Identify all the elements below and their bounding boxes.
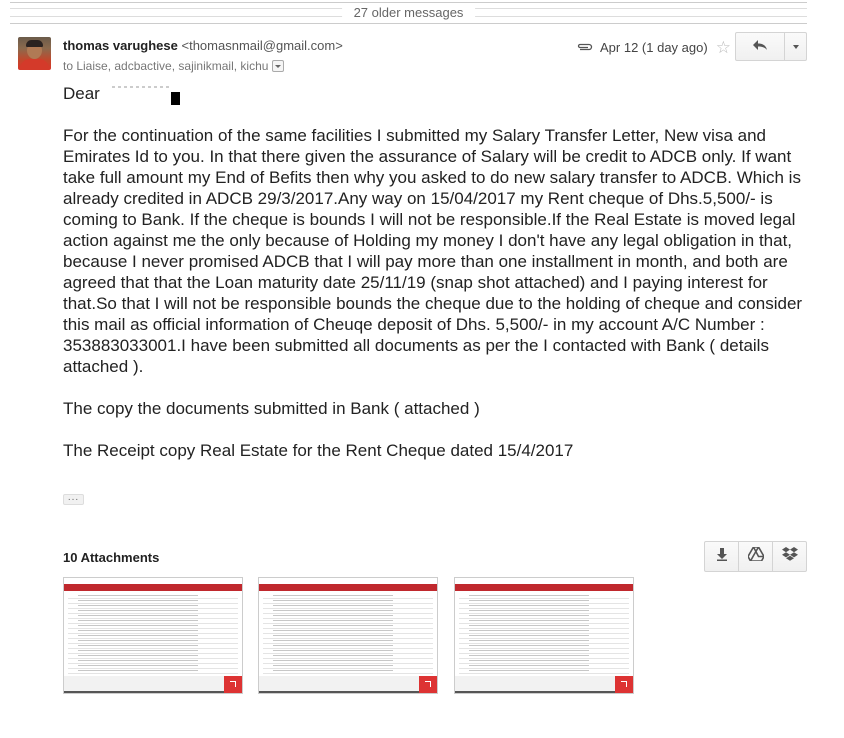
body-paragraph-3: The Receipt copy Real Estate for the Rent Cheque dated 15/4/2017	[63, 441, 574, 460]
sender-line	[63, 38, 343, 54]
message-meta	[576, 37, 731, 57]
save-to-drive-button[interactable]	[739, 542, 773, 571]
sender-email: <thomasnmail@gmail.com>	[181, 38, 343, 53]
greeting-text: Dear	[63, 84, 100, 103]
thumb-header-bar	[455, 584, 633, 591]
paperclip-icon	[576, 42, 594, 52]
download-all-button[interactable]	[705, 542, 739, 571]
sender-name[interactable]: thomas varughese	[63, 38, 178, 53]
attachment-corner-icon	[419, 676, 437, 693]
greeting-line	[63, 84, 180, 104]
body-paragraph-2: The copy the documents submitted in Bank ( attached )	[63, 399, 480, 418]
chevron-down-icon	[793, 45, 799, 49]
body-paragraph-1: For the continuation of the same facilities I submitted my Salary Transfer Letter, New visa and Emirates Id to you. In that there given the assurance of Salary will be credit to ADCB only. If want take full amount my End of Befits then why you asked to do new salary transfer to ADCB. Which is already credited in ADCB 29/3/2017.Any way on 15/04/2017 my Rent cheque of Dhs.5,500/- is coming to Bank. If the cheque is bounds I will not be responsible.If the Real Estate is moved legal action against me the only because of Holding my money I don't have any legal obligation in that, because I never promised ADCB that I will pay more than one installment in month, and both are agreed that that the Loan maturity date 25/11/19 (snap shot attached) and I paying interest for that.So that I will not be responsible bounds the cheque due to the holding of cheque and consider this mail as official information of Cheuqe deposit of Dhs. 5,500/- in my account A/C Number : 353883033001.I have been submitted all documents as per the I contacted with Bank ( details attached ).	[63, 126, 803, 376]
reply-icon	[752, 38, 768, 56]
sender-avatar[interactable]	[18, 37, 51, 70]
download-icon	[716, 548, 728, 566]
star-icon[interactable]: ☆	[715, 37, 731, 57]
attachment-thumbnail[interactable]	[258, 577, 438, 694]
message-date[interactable]: Apr 12 (1 day ago)	[600, 39, 708, 55]
dropbox-icon	[782, 547, 798, 566]
older-messages-label[interactable]: 27 older messages	[342, 4, 476, 22]
thumb-header-bar	[259, 584, 437, 591]
thumb-header-bar	[64, 584, 242, 591]
attachment-thumbnail[interactable]	[454, 577, 634, 694]
recipients-line	[63, 58, 284, 74]
more-actions-button[interactable]	[785, 33, 806, 60]
older-messages-bar[interactable]	[10, 0, 807, 26]
redacted-name	[106, 84, 180, 104]
attachment-corner-icon	[224, 676, 242, 693]
attachment-actions	[704, 541, 807, 572]
drive-icon	[748, 547, 764, 566]
message-body	[63, 125, 803, 482]
recipient-details-dropdown[interactable]	[272, 60, 284, 72]
attachment-corner-icon	[615, 676, 633, 693]
reply-button-group	[735, 32, 807, 61]
show-trimmed-content-button[interactable]: ...	[63, 494, 84, 505]
attachment-thumbnail[interactable]	[63, 577, 243, 694]
attachments-title: 10 Attachments	[63, 550, 160, 565]
recipients-text: to Liaise, adcbactive, sajinikmail, kichu	[63, 59, 269, 73]
reply-button[interactable]	[736, 33, 785, 60]
save-to-dropbox-button[interactable]	[773, 542, 806, 571]
